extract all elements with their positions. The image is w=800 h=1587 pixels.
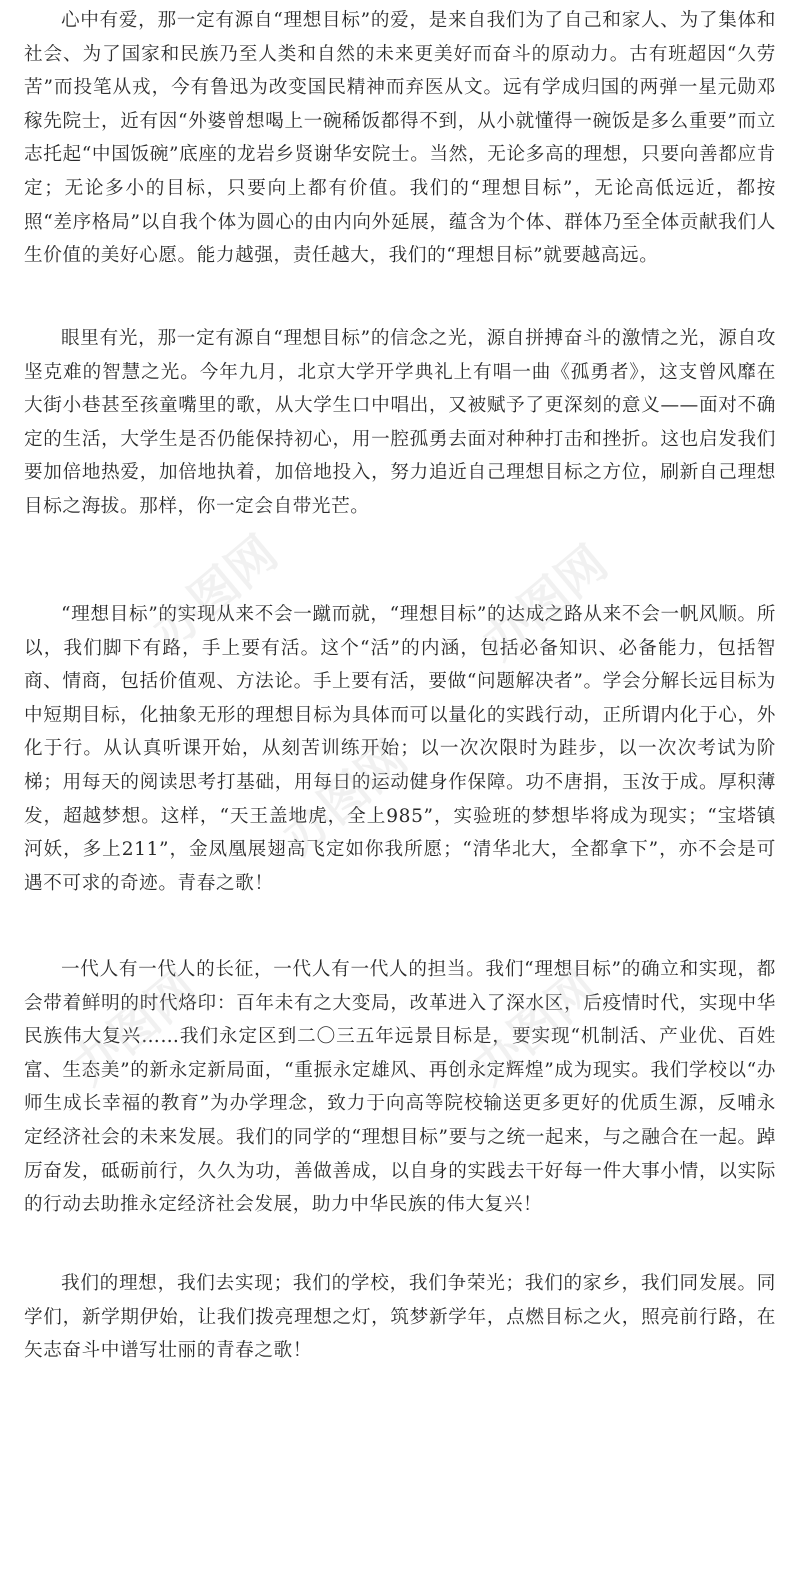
watermark: 办图网 — [141, 525, 289, 661]
watermark: 办图网 — [471, 535, 619, 671]
paragraph-light: 眼里有光，那一定有源自“理想目标”的信念之光，源自拼搏奋斗的激情之光，源自攻坚克难的智慧之光。今年九月，北京大学开学典礼上有唱一曲《孤勇者》，这支曾风靡在大街小巷甚至孩童嘴里的歌，从大学生口中唱出，又被赋予了更深刻的意义——面对不确定的生活，大学生是否仍能保持初心，用一腔孤勇去面对种种打击和挫折。这也启发我们要加倍地热爱，加倍地执着，加倍地投入，努力追近自己理想目标之方位，刷新自己理想目标之海拔。那样，你一定会自带光芒。 — [24, 328, 776, 517]
watermark: 办图网 — [271, 730, 419, 866]
paragraph-closing: 我们的理想，我们去实现；我们的学校，我们争荣光；我们的家乡，我们同发展。同学们，新学期伊始，让我们拨亮理想之灯，筑梦新学年，点燃目标之火，照亮前行路，在矢志奋斗中谱写壮丽的青春之歌！ — [24, 1273, 776, 1362]
paragraph-road: “理想目标”的实现从来不会一蹴而就，“理想目标”的达成之路从来不会一帆风顺。所以，我们脚下有路，手上要有活。这个“活”的内涵，包括必备知识、必备能力，包括智商、情商，包括价值观、方法论。手上要有活，要做“问题解决者”。学会分解长远目标为中短期目标，化抽象无形的理想目标为具体而可以量化的实践行动，正所谓内化于心，外化于行。从认真听课开始，从刻苦训练开始；以一次次限时为跬步，以一次次考试为阶梯；用每天的阅读思考打基础，用每日的运动健身作保障。功不唐捐，玉汝于成。厚积薄发，超越梦想。这样，“天王盖地虎，全上985”，实验班的梦想毕将成为现实；“宝塔镇河妖，多上211”，金凤凰展翅高飞定如你我所愿；“清华北大，全都拿下”，亦不会是可遇不可求的奇迹。青春之歌！ — [24, 604, 776, 894]
watermark: 办图网 — [461, 960, 609, 1096]
paragraph-love: 心中有爱，那一定有源自“理想目标”的爱，是来自我们为了自己和家人、为了集体和社会、为了国家和民族乃至人类和自然的未来更美好而奋斗的原动力。古有班超因“久劳苦”而投笔从戎，今有鲁迅为改变国民精神而弃医从文。远有学成归国的两弹一星元勋邓稼先院士，近有因“外婆曾想喝上一碗稀饭都得不到，从小就懂得一碗饭是多么重要”而立志托起“中国饭碗”底座的龙岩乡贤谢华安院士。当然，无论多高的理想，只要向善都应肯定；无论多小的目标，只要向上都有价值。我们的“理想目标”，无论高低远近，都按照“差序格局”以自我个体为圆心的由内向外延展，蕴含为个体、群体乃至全体贡献我们人生价值的美好心愿。能力越强，责任越大，我们的“理想目标”就要越高远。 — [24, 10, 776, 267]
watermark: 办图网 — [61, 960, 209, 1096]
paragraph-generation: 一代人有一代人的长征，一代人有一代人的担当。我们“理想目标”的确立和实现，都会带着鲜明的时代烙印：百年未有之大变局，改革进入了深水区，后疫情时代，实现中华民族伟大复兴……我们永定区到二〇三五年远景目标是，要实现“机制活、产业优、百姓富、生态美”的新永定新局面，“重振永定雄风、再创永定辉煌”成为现实。我们学校以“办师生成长幸福的教育”为办学理念，致力于向高等院校输送更多更好的优质生源，反哺永定经济社会的未来发展。我们的同学的“理想目标”要与之统一起来，与之融合在一起。踔厉奋发，砥砺前行，久久为功，善做善成，以自身的实践去干好每一件大事小情，以实际的行动去助推永定经济社会发展，助力中华民族的伟大复兴！ — [24, 959, 776, 1216]
